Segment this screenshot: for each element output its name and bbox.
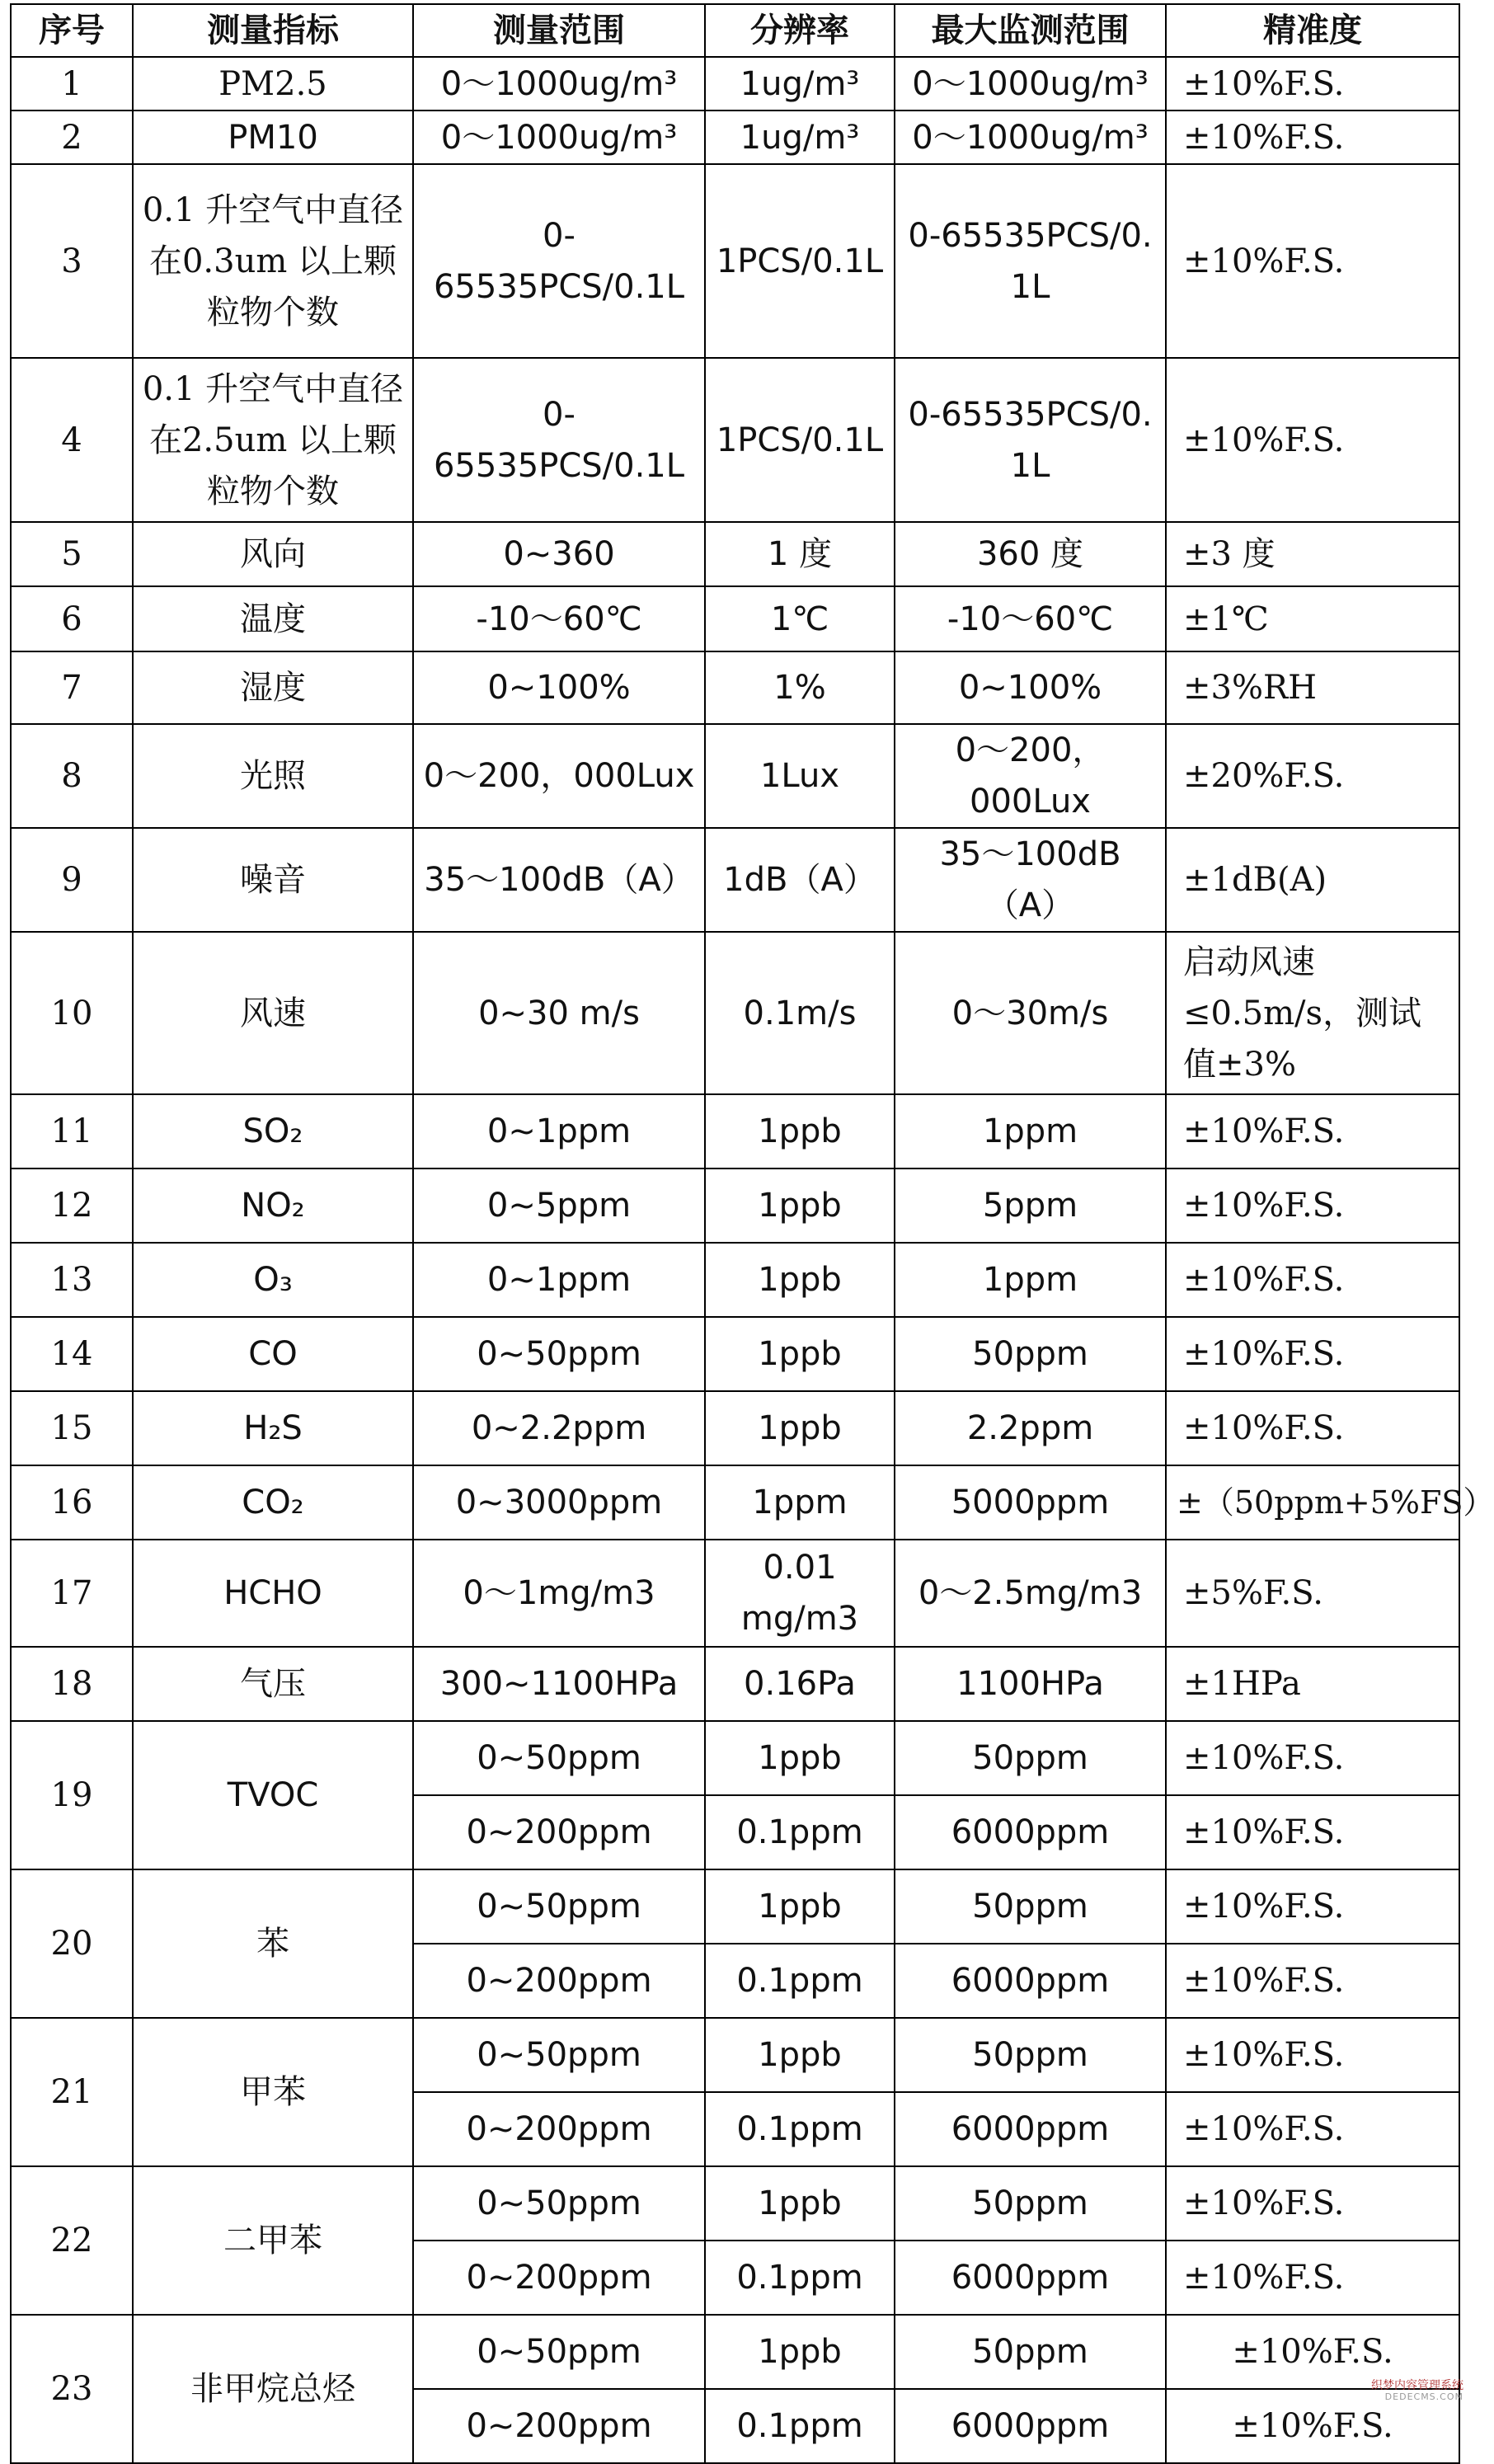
row-no: 13 — [11, 1243, 133, 1317]
metric-name: 气压 — [133, 1647, 413, 1721]
range-cell: 0~50ppm — [413, 2166, 705, 2241]
range-cell: 0~50ppm — [413, 2315, 705, 2389]
range-cell: 0~50ppm — [413, 1317, 705, 1391]
range-cell: 0~1ppm — [413, 1094, 705, 1169]
table-row — [11, 1243, 1459, 1317]
row-no: 12 — [11, 1169, 133, 1243]
table-row — [11, 724, 1459, 828]
metric-name: 噪音 — [133, 828, 413, 932]
header-resolution: 分辨率 — [705, 4, 895, 57]
metric-name: 非甲烷总烃 — [133, 2315, 413, 2463]
resolution-cell: 0.1ppm — [705, 2241, 895, 2315]
table-row — [11, 1465, 1459, 1540]
table-row — [11, 1869, 1459, 1944]
max-range-cell: 0-65535PCS/0.1L — [895, 164, 1166, 358]
table-row — [11, 358, 1459, 522]
metric-name: TVOC — [133, 1721, 413, 1869]
range-cell: 0~200ppm — [413, 1944, 705, 2018]
max-range-cell: 50ppm — [895, 1317, 1166, 1391]
metric-name: 湿度 — [133, 651, 413, 724]
resolution-cell: 0.16Pa — [705, 1647, 895, 1721]
metric-name: 温度 — [133, 586, 413, 651]
table-row — [11, 651, 1459, 724]
accuracy-cell: ±10%F.S. — [1166, 57, 1459, 111]
range-cell: 300~1100HPa — [413, 1647, 705, 1721]
row-no: 10 — [11, 932, 133, 1094]
accuracy-cell: ±（50ppm+5%FS） — [1166, 1465, 1459, 1540]
accuracy-cell: ±10%F.S. — [1166, 1243, 1459, 1317]
row-no: 5 — [11, 522, 133, 586]
metric-name: H₂S — [133, 1391, 413, 1465]
max-range-cell: 0～1000ug/m³ — [895, 111, 1166, 164]
max-range-cell: 360 度 — [895, 522, 1166, 586]
spec-table — [10, 3, 1494, 2464]
accuracy-cell: ±1dB(A) — [1166, 828, 1459, 932]
resolution-cell: 1PCS/0.1L — [705, 358, 895, 522]
row-no: 3 — [11, 164, 133, 358]
row-no: 1 — [11, 57, 133, 111]
max-range-cell: 6000ppm — [895, 1795, 1166, 1869]
range-cell: 0-65535PCS/0.1L — [413, 358, 705, 522]
accuracy-cell: ±3%RH — [1166, 651, 1459, 724]
resolution-cell: 1ug/m³ — [705, 111, 895, 164]
table-row — [11, 1721, 1459, 1795]
table-row — [11, 1540, 1459, 1647]
table-row — [11, 1647, 1459, 1721]
range-cell: 0~1ppm — [413, 1243, 705, 1317]
max-range-cell: 35～100dB（A） — [895, 828, 1166, 932]
table-row — [11, 586, 1459, 651]
resolution-cell: 0.1ppm — [705, 1944, 895, 2018]
max-range-cell: 50ppm — [895, 1869, 1166, 1944]
resolution-cell: 1ppb — [705, 2315, 895, 2389]
range-cell: 0～1mg/m3 — [413, 1540, 705, 1647]
resolution-cell: 1 度 — [705, 522, 895, 586]
row-no: 4 — [11, 358, 133, 522]
max-range-cell: 0～1000ug/m³ — [895, 57, 1166, 111]
resolution-cell: 0.1ppm — [705, 1795, 895, 1869]
row-no: 21 — [11, 2018, 133, 2166]
resolution-cell: 0.1m/s — [705, 932, 895, 1094]
table-row — [11, 932, 1459, 1094]
accuracy-cell: ±10%F.S. — [1166, 2018, 1459, 2092]
accuracy-cell: ±1HPa — [1166, 1647, 1459, 1721]
accuracy-cell: ±10%F.S. — [1166, 2389, 1459, 2463]
max-range-cell: 0～2.5mg/m3 — [895, 1540, 1166, 1647]
row-no: 14 — [11, 1317, 133, 1391]
header-metric: 测量指标 — [133, 4, 413, 57]
accuracy-cell: ±10%F.S. — [1166, 358, 1459, 522]
range-cell: 0~200ppm — [413, 1795, 705, 1869]
accuracy-cell: 启动风速≤0.5m/s，测试值±3% — [1166, 932, 1459, 1094]
resolution-cell: 1℃ — [705, 586, 895, 651]
table-row — [11, 1391, 1459, 1465]
row-no: 11 — [11, 1094, 133, 1169]
metric-name: O₃ — [133, 1243, 413, 1317]
resolution-cell: 0.1ppm — [705, 2092, 895, 2166]
metric-name: HCHO — [133, 1540, 413, 1647]
accuracy-cell: ±10%F.S. — [1166, 1795, 1459, 1869]
metric-name: 苯 — [133, 1869, 413, 2018]
resolution-cell: 1ppb — [705, 1094, 895, 1169]
max-range-cell: 50ppm — [895, 2018, 1166, 2092]
resolution-cell: 1ppb — [705, 2018, 895, 2092]
watermark-domain: DEDECMS.COM — [1384, 2391, 1463, 2402]
row-no: 22 — [11, 2166, 133, 2315]
accuracy-cell: ±3 度 — [1166, 522, 1459, 586]
header-max-range: 最大监测范围 — [895, 4, 1166, 57]
max-range-cell: 6000ppm — [895, 1944, 1166, 2018]
range-cell: 0～1000ug/m³ — [413, 57, 705, 111]
range-cell: 0~100% — [413, 651, 705, 724]
range-cell: 0~50ppm — [413, 1869, 705, 1944]
accuracy-cell: ±10%F.S. — [1166, 164, 1459, 358]
row-no: 8 — [11, 724, 133, 828]
accuracy-cell: ±10%F.S. — [1166, 1169, 1459, 1243]
header-no: 序号 — [11, 4, 133, 57]
accuracy-cell: ±10%F.S. — [1166, 2241, 1459, 2315]
accuracy-cell: ±10%F.S. — [1166, 1721, 1459, 1795]
accuracy-cell: ±10%F.S. — [1166, 1869, 1459, 1944]
row-no: 7 — [11, 651, 133, 724]
range-cell: 0~200ppm — [413, 2389, 705, 2463]
metric-name: 风向 — [133, 522, 413, 586]
max-range-cell: 1100HPa — [895, 1647, 1166, 1721]
accuracy-cell: ±10%F.S. — [1166, 111, 1459, 164]
table-row — [11, 164, 1459, 358]
max-range-cell: 0～30m/s — [895, 932, 1166, 1094]
table-row — [11, 828, 1459, 932]
range-cell: 0~5ppm — [413, 1169, 705, 1243]
range-cell: 35～100dB（A） — [413, 828, 705, 932]
max-range-cell: 0~100% — [895, 651, 1166, 724]
row-no: 15 — [11, 1391, 133, 1465]
max-range-cell: 50ppm — [895, 2166, 1166, 2241]
resolution-cell: 1ppb — [705, 1317, 895, 1391]
accuracy-cell: ±10%F.S. — [1166, 2092, 1459, 2166]
metric-name: CO₂ — [133, 1465, 413, 1540]
max-range-cell: 5000ppm — [895, 1465, 1166, 1540]
max-range-cell: 50ppm — [895, 1721, 1166, 1795]
max-range-cell: 6000ppm — [895, 2241, 1166, 2315]
range-cell: 0~50ppm — [413, 1721, 705, 1795]
max-range-cell: 6000ppm — [895, 2389, 1166, 2463]
range-cell: -10～60℃ — [413, 586, 705, 651]
resolution-cell: 1Lux — [705, 724, 895, 828]
row-no: 9 — [11, 828, 133, 932]
accuracy-cell: ±10%F.S. — [1166, 1094, 1459, 1169]
metric-name: PM2.5 — [133, 57, 413, 111]
metric-name: CO — [133, 1317, 413, 1391]
table-row — [11, 111, 1459, 164]
range-cell: 0~2.2ppm — [413, 1391, 705, 1465]
resolution-cell: 0.1ppm — [705, 2389, 895, 2463]
resolution-cell: 1ppb — [705, 1391, 895, 1465]
resolution-cell: 1ppb — [705, 2166, 895, 2241]
accuracy-cell: ±10%F.S. — [1166, 1317, 1459, 1391]
metric-name: SO₂ — [133, 1094, 413, 1169]
metric-name: NO₂ — [133, 1169, 413, 1243]
header-range: 测量范围 — [413, 4, 705, 57]
max-range-cell: 50ppm — [895, 2315, 1166, 2389]
metric-name: 甲苯 — [133, 2018, 413, 2166]
accuracy-cell: ±10%F.S. — [1166, 1944, 1459, 2018]
metric-name: 光照 — [133, 724, 413, 828]
max-range-cell: 1ppm — [895, 1094, 1166, 1169]
range-cell: 0~200ppm — [413, 2241, 705, 2315]
metric-name: PM10 — [133, 111, 413, 164]
watermark-text: 织梦内容管理系统 — [1371, 2378, 1463, 2392]
row-no: 17 — [11, 1540, 133, 1647]
accuracy-cell: ±5%F.S. — [1166, 1540, 1459, 1647]
table-row — [11, 2166, 1459, 2241]
resolution-cell: 1ppb — [705, 1243, 895, 1317]
row-no: 2 — [11, 111, 133, 164]
metric-name: 0.1 升空气中直径在0.3um 以上颗粒物个数 — [133, 164, 413, 358]
resolution-cell: 1ppb — [705, 1869, 895, 1944]
max-range-cell: -10～60℃ — [895, 586, 1166, 651]
resolution-cell: 1ppb — [705, 1721, 895, 1795]
resolution-cell: 0.01 mg/m3 — [705, 1540, 895, 1647]
max-range-cell: 0-65535PCS/0.1L — [895, 358, 1166, 522]
row-no: 23 — [11, 2315, 133, 2463]
table-row — [11, 2315, 1459, 2389]
table-row — [11, 522, 1459, 586]
row-no: 16 — [11, 1465, 133, 1540]
table-row — [11, 2018, 1459, 2092]
range-cell: 0～1000ug/m³ — [413, 111, 705, 164]
resolution-cell: 1dB（A） — [705, 828, 895, 932]
resolution-cell: 1PCS/0.1L — [705, 164, 895, 358]
range-cell: 0-65535PCS/0.1L — [413, 164, 705, 358]
range-cell: 0~3000ppm — [413, 1465, 705, 1540]
resolution-cell: 1ug/m³ — [705, 57, 895, 111]
resolution-cell: 1ppb — [705, 1169, 895, 1243]
accuracy-cell: ±10%F.S. — [1166, 2166, 1459, 2241]
accuracy-cell: ±20%F.S. — [1166, 724, 1459, 828]
accuracy-cell: ±1℃ — [1166, 586, 1459, 651]
row-no: 19 — [11, 1721, 133, 1869]
max-range-cell: 2.2ppm — [895, 1391, 1166, 1465]
accuracy-cell: ±10%F.S. — [1166, 2315, 1459, 2389]
range-cell: 0~50ppm — [413, 2018, 705, 2092]
row-no: 6 — [11, 586, 133, 651]
row-no: 20 — [11, 1869, 133, 2018]
range-cell: 0~360 — [413, 522, 705, 586]
max-range-cell: 1ppm — [895, 1243, 1166, 1317]
table-row — [11, 57, 1459, 111]
range-cell: 0～200，000Lux — [413, 724, 705, 828]
header-accuracy: 精准度 — [1166, 4, 1459, 57]
range-cell: 0~200ppm — [413, 2092, 705, 2166]
table-row — [11, 1094, 1459, 1169]
row-no: 18 — [11, 1647, 133, 1721]
resolution-cell: 1ppm — [705, 1465, 895, 1540]
header-row — [11, 4, 1459, 57]
metric-name: 风速 — [133, 932, 413, 1094]
table-row — [11, 1317, 1459, 1391]
resolution-cell: 1% — [705, 651, 895, 724]
table-row — [11, 1169, 1459, 1243]
range-cell: 0~30 m/s — [413, 932, 705, 1094]
max-range-cell: 0～200，000Lux — [895, 724, 1166, 828]
accuracy-cell: ±10%F.S. — [1166, 1391, 1459, 1465]
metric-name: 二甲苯 — [133, 2166, 413, 2315]
max-range-cell: 6000ppm — [895, 2092, 1166, 2166]
max-range-cell: 5ppm — [895, 1169, 1166, 1243]
watermark — [1371, 2380, 1463, 2402]
metric-name: 0.1 升空气中直径在2.5um 以上颗粒物个数 — [133, 358, 413, 522]
